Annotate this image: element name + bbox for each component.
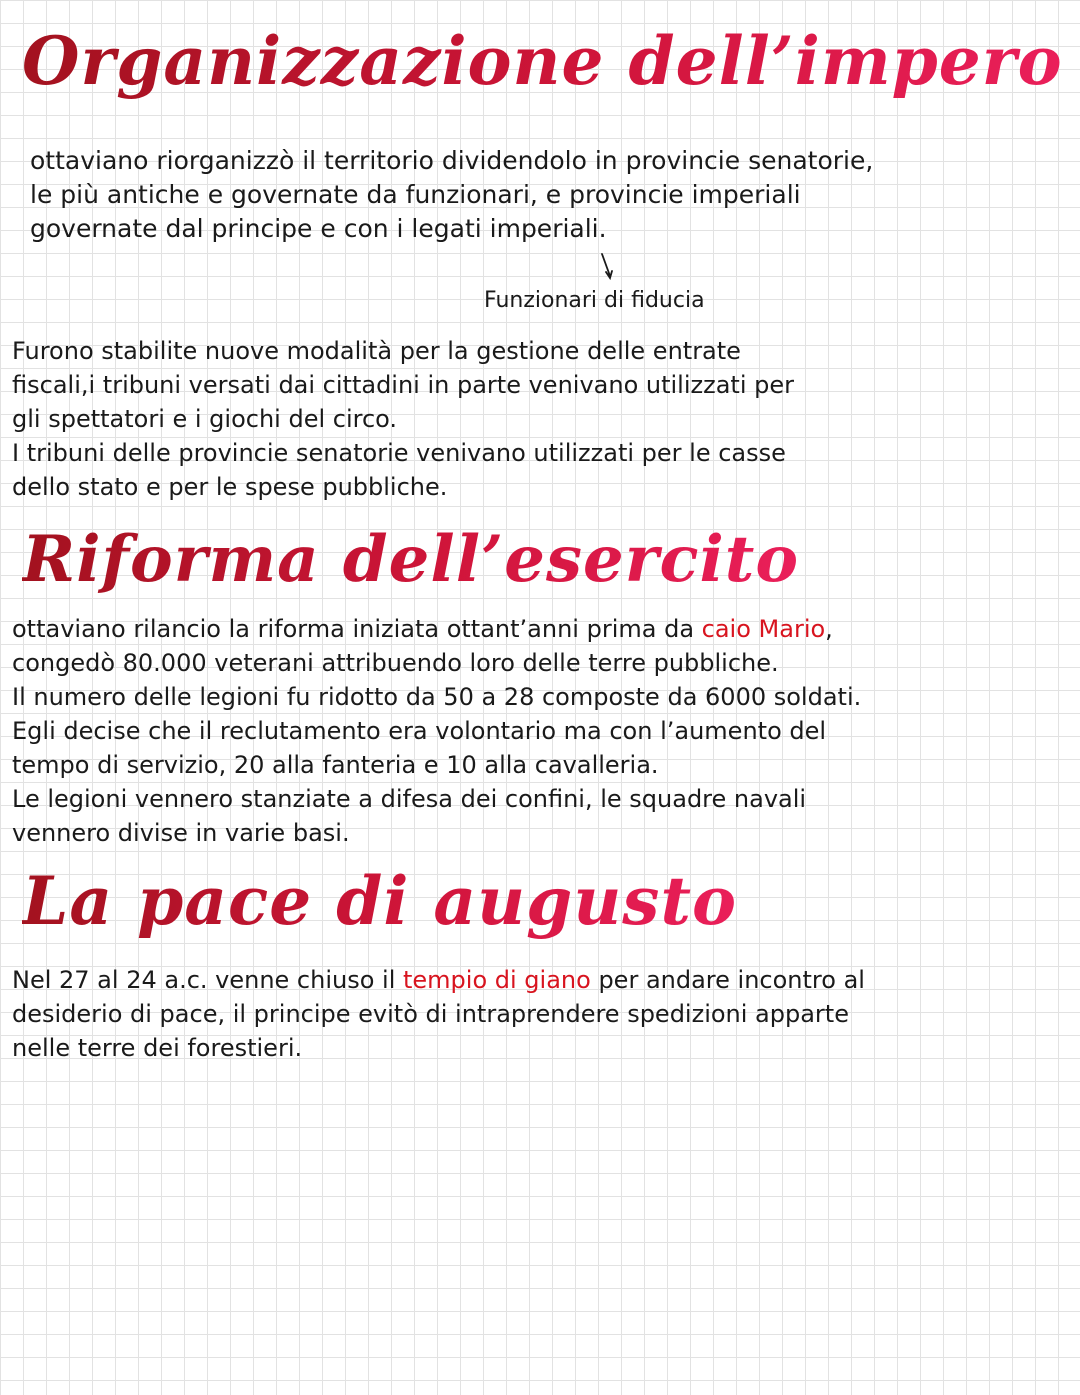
highlight-caio-mario: caio Mario [701,615,826,643]
text-line: le più antiche e governate da funzionari, e provincie imperiali [30,180,801,209]
text-line: I tribuni delle provincie senatorie venivano utilizzati per le casse [12,439,786,467]
text-line: Il numero delle legioni fu ridotto da 50 a 28 composte da 6000 soldati. [12,683,862,711]
text-line: gli spettatori e i giochi del circo. [12,405,398,433]
text-segment: Nel 27 al 24 a.c. venne chiuso il [12,966,403,994]
text-line: vennero divise in varie basi. [12,819,350,847]
text-line: tempo di servizio, 20 alla fanteria e 10 alla cavalleria. [12,751,659,779]
text-line: nelle terre dei forestieri. [12,1034,303,1062]
annotation-arrow-icon [600,252,614,282]
text-line [12,963,865,997]
paragraph-pace [12,963,865,1065]
highlight-tempio-giano: tempio di giano [403,966,591,994]
annotation-funzionari: Funzionari di fiducia [484,288,705,313]
text-line: governate dal principe e con i legati imperiali. [30,214,607,243]
text-line: Egli decise che il reclutamento era volontario ma con l’aumento del [12,717,827,745]
section-title-organizzazione: Organizzazione dell’impero [22,22,1063,100]
text-line: congedò 80.000 veterani attribuendo loro delle terre pubbliche. [12,649,779,677]
text-segment: , [825,615,833,643]
text-line: fiscali,i tribuni versati dai cittadini in parte venivano utilizzati per [12,371,794,399]
text-line: ottaviano riorganizzò il territorio dividendolo in provincie senatorie, [30,146,874,175]
text-segment: ottaviano rilancio la riforma iniziata ottant’anni prima da [12,615,702,643]
paragraph-riforma [12,612,861,850]
text-line [12,612,861,646]
text-segment: per andare incontro al [590,966,865,994]
text-line: dello stato e per le spese pubbliche. [12,473,448,501]
section-title-riforma: Riforma dell’esercito [22,522,799,597]
paragraph-entrate-fiscali [12,334,794,504]
text-line: Le legioni vennero stanziate a difesa dei confini, le squadre navali [12,785,807,813]
text-line: Furono stabilite nuove modalità per la gestione delle entrate [12,337,741,365]
text-line: desiderio di pace, il principe evitò di intraprendere spedizioni apparte [12,1000,849,1028]
section-title-pace: La pace di augusto [22,862,737,940]
paragraph-organizzazione [30,144,873,246]
